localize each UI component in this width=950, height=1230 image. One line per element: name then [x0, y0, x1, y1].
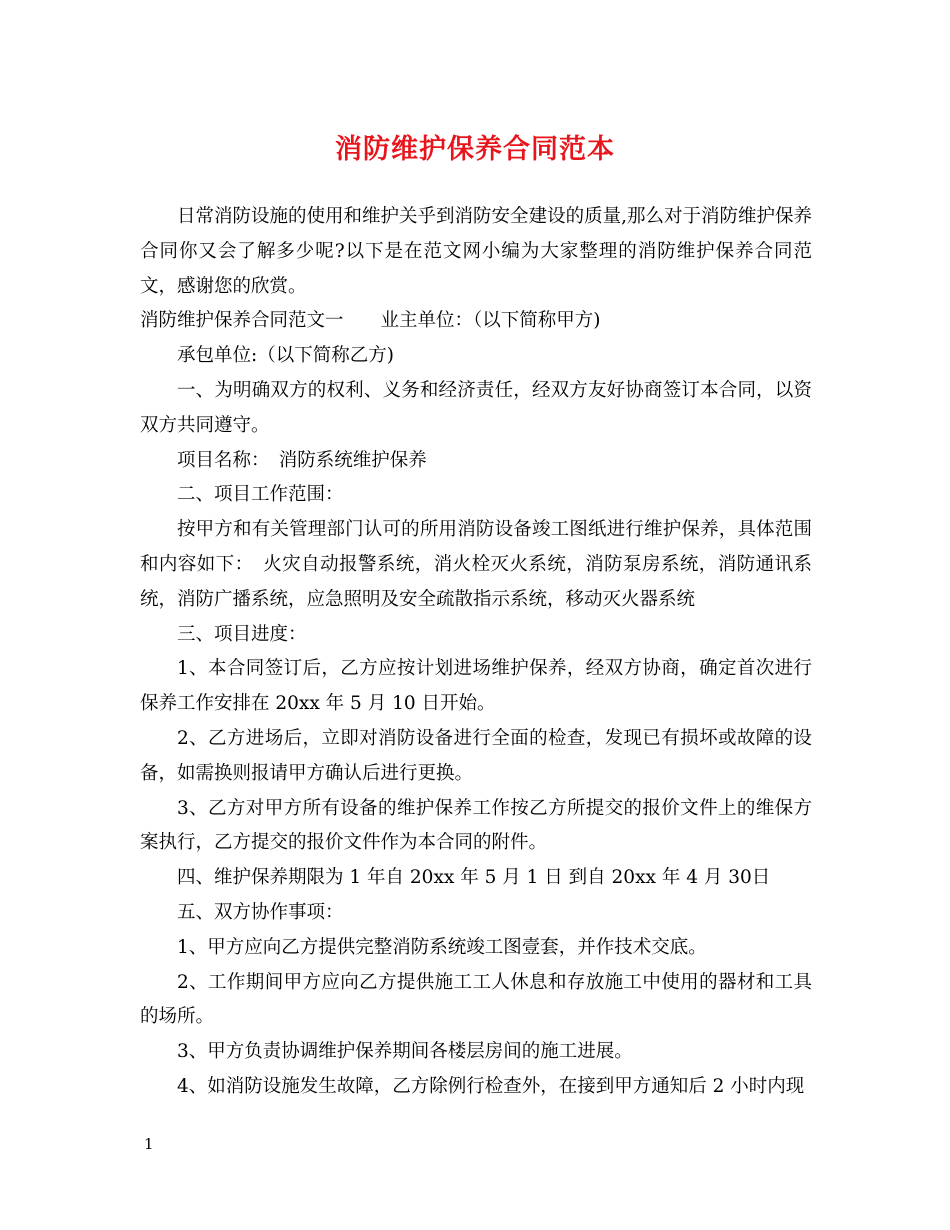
progress-item-1: 1、本合同签订后，乙方应按计划进场维护保养，经双方协商，确定首次进行保养工作安排在 20xx 年 5 月 10 日开始。	[140, 658, 812, 715]
section-3-heading: 三、项目进度：	[177, 623, 307, 645]
document-title: 消防维护保养合同范本	[335, 134, 615, 165]
contractor-line: 承包单位:（以下简称乙方)	[177, 345, 394, 367]
intro-paragraph: 日常消防设施的使用和维护关乎到消防安全建设的质量,那么对于消防维护保养合同你又会了解多少呢?以下是在范文网小编为大家整理的消防维护保养合同范文，感谢您的欣赏。	[140, 206, 812, 297]
clause-1-purpose: 一、为明确双方的权利、义务和经济责任，经双方友好协商签订本合同，以资双方共同遵守。	[140, 379, 812, 436]
document-body	[140, 200, 812, 1105]
progress-item-3: 3、乙方对甲方所有设备的维护保养工作按乙方所提交的报价文件上的维保方案执行，乙方提交的报价文件作为本合同的附件。	[140, 797, 812, 854]
cooperation-item-3: 3、甲方负责协调维护保养期间各楼层房间的施工进展。	[177, 1041, 633, 1063]
section-4-term-line: 四、维护保养期限为 1 年自 20xx 年 5 月 1 日 到自 20xx 年 4 月 30日	[177, 867, 771, 889]
sample-heading-owner-line: 消防维护保养合同范文一 业主单位：（以下简称甲方)	[140, 310, 601, 332]
cooperation-item-4: 4、如消防设施发生故障，乙方除例行检查外，在接到甲方通知后 2 小时内现	[177, 1075, 805, 1097]
page-number: 1	[144, 1135, 154, 1153]
cooperation-item-2: 2、工作期间甲方应向乙方提供施工工人休息和存放施工中使用的器材和工具的场所。	[140, 971, 812, 1028]
cooperation-item-1: 1、甲方应向乙方提供完整消防系统竣工图壹套，并作技术交底。	[177, 936, 707, 958]
scope-paragraph: 按甲方和有关管理部门认可的所用消防设备竣工图纸进行维护保养，具体范围和内容如下： 火灾自动报警系统，消火栓灭火系统，消防泵房系统，消防通讯系统，消防广播系统，应急照明及安全疏散指示系统，移动灭火器系统	[140, 519, 812, 610]
section-5-heading: 五、双方协作事项：	[177, 901, 344, 923]
section-2-heading: 二、项目工作范围：	[177, 484, 344, 506]
progress-item-2: 2、乙方进场后，立即对消防设备进行全面的检查，发现已有损坏或故障的设备，如需换则报请甲方确认后进行更换。	[140, 727, 812, 784]
project-name-line: 项目名称： 消防系统维护保养	[177, 449, 427, 471]
